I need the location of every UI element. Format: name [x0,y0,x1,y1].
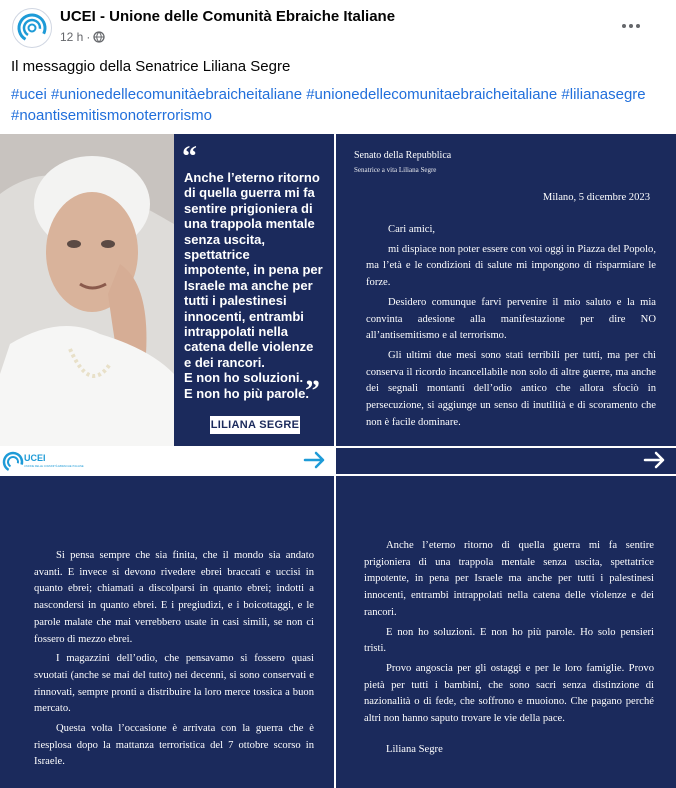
divider [336,446,676,448]
post-caption: Il messaggio della Senatrice Liliana Segre [11,58,291,75]
image-tile-letter-3[interactable] [336,476,676,788]
quote-text: Anche l’eterno ritorno di quella guerra mi fa sentire prigioniera di una trappola mentale senza uscita, spettatrice impotente, in pena per Israele ma anche per tutti i palestinesi innocenti, entrambi intrappolati nella catena delle violenze e dei rancori. E non ho soluzioni. E non ho più parole. [184,170,323,401]
quote-panel [174,134,334,446]
hashtag-link[interactable]: #ucei [11,86,47,103]
quote-close-mark: ” [305,374,320,407]
image-footer [0,446,334,474]
hashtag-link[interactable]: #lilianasegre [561,86,646,103]
letter-paragraph: mi dispiace non poter essere con voi oggi in Piazza del Popolo, ma l’età e le condizioni di salute mi impongono di risparmiare le forze. [366,243,656,289]
more-horizontal-icon [622,24,626,28]
image-grid [0,134,676,788]
globe-icon [93,31,105,43]
letter-paragraph: Provo angoscia per gli ostaggi e per le loro famiglie. Provo pietà per tutti i bambini, che sono sacri senza distinzione di nazionalità o di fede, che soffrono e muoiono. Che pagano perché altri non hanno saputo trovare le vie della pace. [364,662,654,725]
image-tile-letter-1[interactable] [336,134,676,474]
letter-paragraph: I magazzini dell’odio, che pensavamo si fossero quasi svuotati (anche se mai del tutto) nei decenni, si sono conservati e rinnovati, sempre pronti a distribuire la loro merce tossica a buon mercato. [34,653,314,715]
letter-letterhead [354,150,451,174]
letter-paragraph: Desidero comunque farvi pervenire il mio saluto e la mia convinta adesione alla manifestazione per dire NO all’antisemitismo e al terrorismo. [366,296,656,342]
page-name-link[interactable]: UCEI - Unione delle Comunità Ebraiche Italiane [60,8,396,25]
arrow-right-icon[interactable] [644,452,666,468]
arrow-right-icon[interactable] [304,452,326,468]
portrait-illustration [0,134,174,446]
logo-subtext: UNIONE DELLE COMUNITÀ EBRAICHE ITALIANE [24,465,84,468]
letter-signature: Liliana Segre [386,743,443,755]
ucei-logo-icon [13,9,51,47]
more-dot [636,24,640,28]
post-time[interactable]: 12 h [60,30,84,44]
letter-body [34,548,314,774]
name-badge: LILIANA SEGRE [210,416,300,434]
letter-paragraph: Si pensa sempre che sia finita, che il mondo sia andato avanti. E invece si devono rivedere ebrei braccati e uccisi in quanto ebrei; chiamati a discolparsi in quanto ebrei; indotti a nascondersi in quanto ebrei. E i pregiudizi, e i boicottaggi, e le parole malate che mai verrebbero usate in casi simili, se non ci fossero di mezzo ebrei. [34,550,314,645]
letter-paragraph: Anche l’eterno ritorno di quella guerra mi fa sentire prigioniera di una trappola mentale senza uscita, spettatrice impotente, in pena per Israele ma anche per tutti i palestinesi innocenti, entrambi intrappolati nella catena delle violenze e dei rancori. [364,540,654,618]
image-tile-quote[interactable] [0,134,334,474]
portrait-photo [0,134,174,446]
letterhead-title: Senato della Repubblica [354,150,452,161]
letter-paragraph: E non ho soluzioni. E non ho più parole. Ho solo pensieri tristi. [364,626,654,655]
logo-text: UCEI [24,453,46,463]
letter-date: Milano, 5 dicembre 2023 [542,192,650,203]
letter-body [366,222,656,434]
hashtag-link[interactable]: #unionedellecomunitaebraicheitaliane [306,86,558,103]
page-avatar[interactable] [12,8,52,48]
more-dot [629,24,633,28]
letter-greeting: Cari amici, [388,224,436,235]
hashtag-list [11,84,661,126]
letter-paragraph: Gli ultimi due mesi sono stati terribili per tutti, ma per chi conserva il ricordo incancellabile non solo di altre guerre, ma anche dei segnali montanti dell’odio antico che allora sfociò in persecuzione, si aggiunge un senso di inutilità e di scoramento che non è facile dominare. [366,349,656,428]
letterhead-subtitle: Senatrice a vita Liliana Segre [354,166,437,174]
hashtag-link[interactable]: #noantisemitismonoterrorismo [11,107,212,124]
quote-open-mark: “ [182,140,197,173]
post-meta [60,30,105,44]
image-tile-letter-2[interactable] [0,476,334,788]
more-options-button[interactable] [616,16,646,36]
letter-paragraph: Questa volta l’occasione è arrivata con la guerra che è riesplosa dopo la mattanza terroristica del 7 ottobre scorso in Israele. [34,723,314,768]
letter-body [364,538,654,761]
hashtag-link[interactable]: #unionedellecomunitàebraicheitaliane [51,86,303,103]
post-header [0,0,676,52]
meta-separator: · [86,30,91,44]
ucei-logo-icon [2,448,84,474]
